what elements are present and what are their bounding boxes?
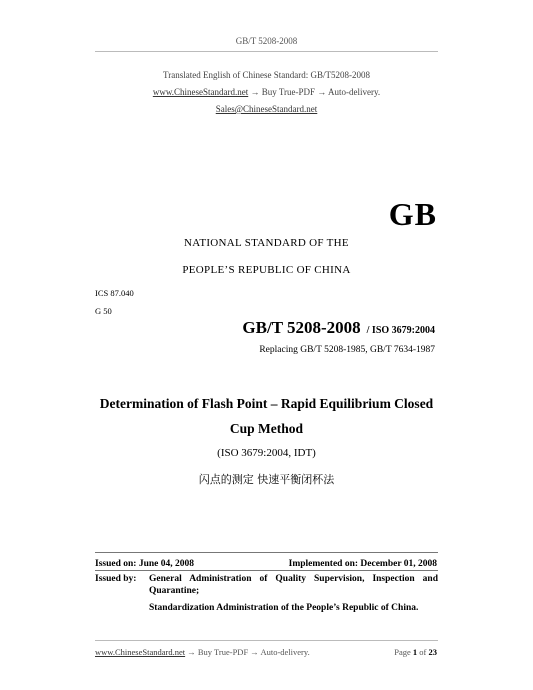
site-link[interactable]: www.ChineseStandard.net bbox=[152, 87, 249, 97]
national-line-2: PEOPLE’S REPUBLIC OF CHINA bbox=[182, 264, 351, 276]
iso-equivalence: (ISO 3679:2004, IDT) bbox=[217, 447, 316, 459]
email-link[interactable]: Sales@ChineseStandard.net bbox=[215, 104, 318, 114]
national-line-1: NATIONAL STANDARD OF THE bbox=[184, 237, 349, 249]
title-line-1: Determination of Flash Point – Rapid Equilibrium Closed bbox=[99, 396, 434, 411]
purchase-note bbox=[0, 87, 533, 97]
issue-rule-top bbox=[95, 552, 438, 553]
issued-by-label: Issued by: bbox=[95, 574, 137, 584]
issuer-1-line-1: General Administration of Quality Supervision, Inspection and bbox=[149, 574, 438, 584]
email-line bbox=[0, 104, 533, 114]
purchase-text: → Buy True-PDF → Auto-delivery. bbox=[248, 87, 381, 97]
class-code: G 50 bbox=[95, 306, 112, 316]
footer-note bbox=[95, 647, 310, 657]
iso-reference: / ISO 3679:2004 bbox=[366, 325, 435, 336]
page-number: 1 bbox=[412, 647, 418, 657]
translation-note: Translated English of Chinese Standard: GB/T5208-2008 bbox=[163, 70, 370, 80]
replacing-note: Replacing GB/T 5208-1985, GB/T 7634-1987 bbox=[259, 345, 435, 355]
page-total: 23 bbox=[428, 647, 437, 657]
page-indicator bbox=[394, 647, 437, 657]
implemented-on: Implemented on: December 01, 2008 bbox=[288, 559, 437, 569]
gb-logo: GB bbox=[388, 196, 437, 232]
standard-code: GB/T 5208-2008 bbox=[242, 318, 361, 337]
ics-code: ICS 87.040 bbox=[95, 288, 134, 298]
issuer-1-line-2: Quarantine; bbox=[149, 586, 200, 596]
issue-rule-bottom bbox=[95, 570, 438, 571]
footer-site-link[interactable]: www.ChineseStandard.net bbox=[95, 647, 186, 657]
running-header: GB/T 5208-2008 bbox=[235, 36, 298, 46]
issued-on: Issued on: June 04, 2008 bbox=[95, 559, 194, 569]
footer-rule bbox=[95, 640, 438, 641]
title-line-2: Cup Method bbox=[229, 421, 304, 436]
chinese-title: 闪点的测定 快速平衡闭杯法 bbox=[198, 473, 335, 486]
of-label: of bbox=[419, 647, 427, 657]
issuer-2: Standardization Administration of the People’s Republic of China. bbox=[149, 603, 419, 613]
footer-text: → Buy True-PDF → Auto-delivery. bbox=[185, 647, 310, 657]
page-label: Page bbox=[394, 647, 411, 657]
standard-number bbox=[242, 318, 435, 338]
header-rule bbox=[95, 51, 438, 52]
